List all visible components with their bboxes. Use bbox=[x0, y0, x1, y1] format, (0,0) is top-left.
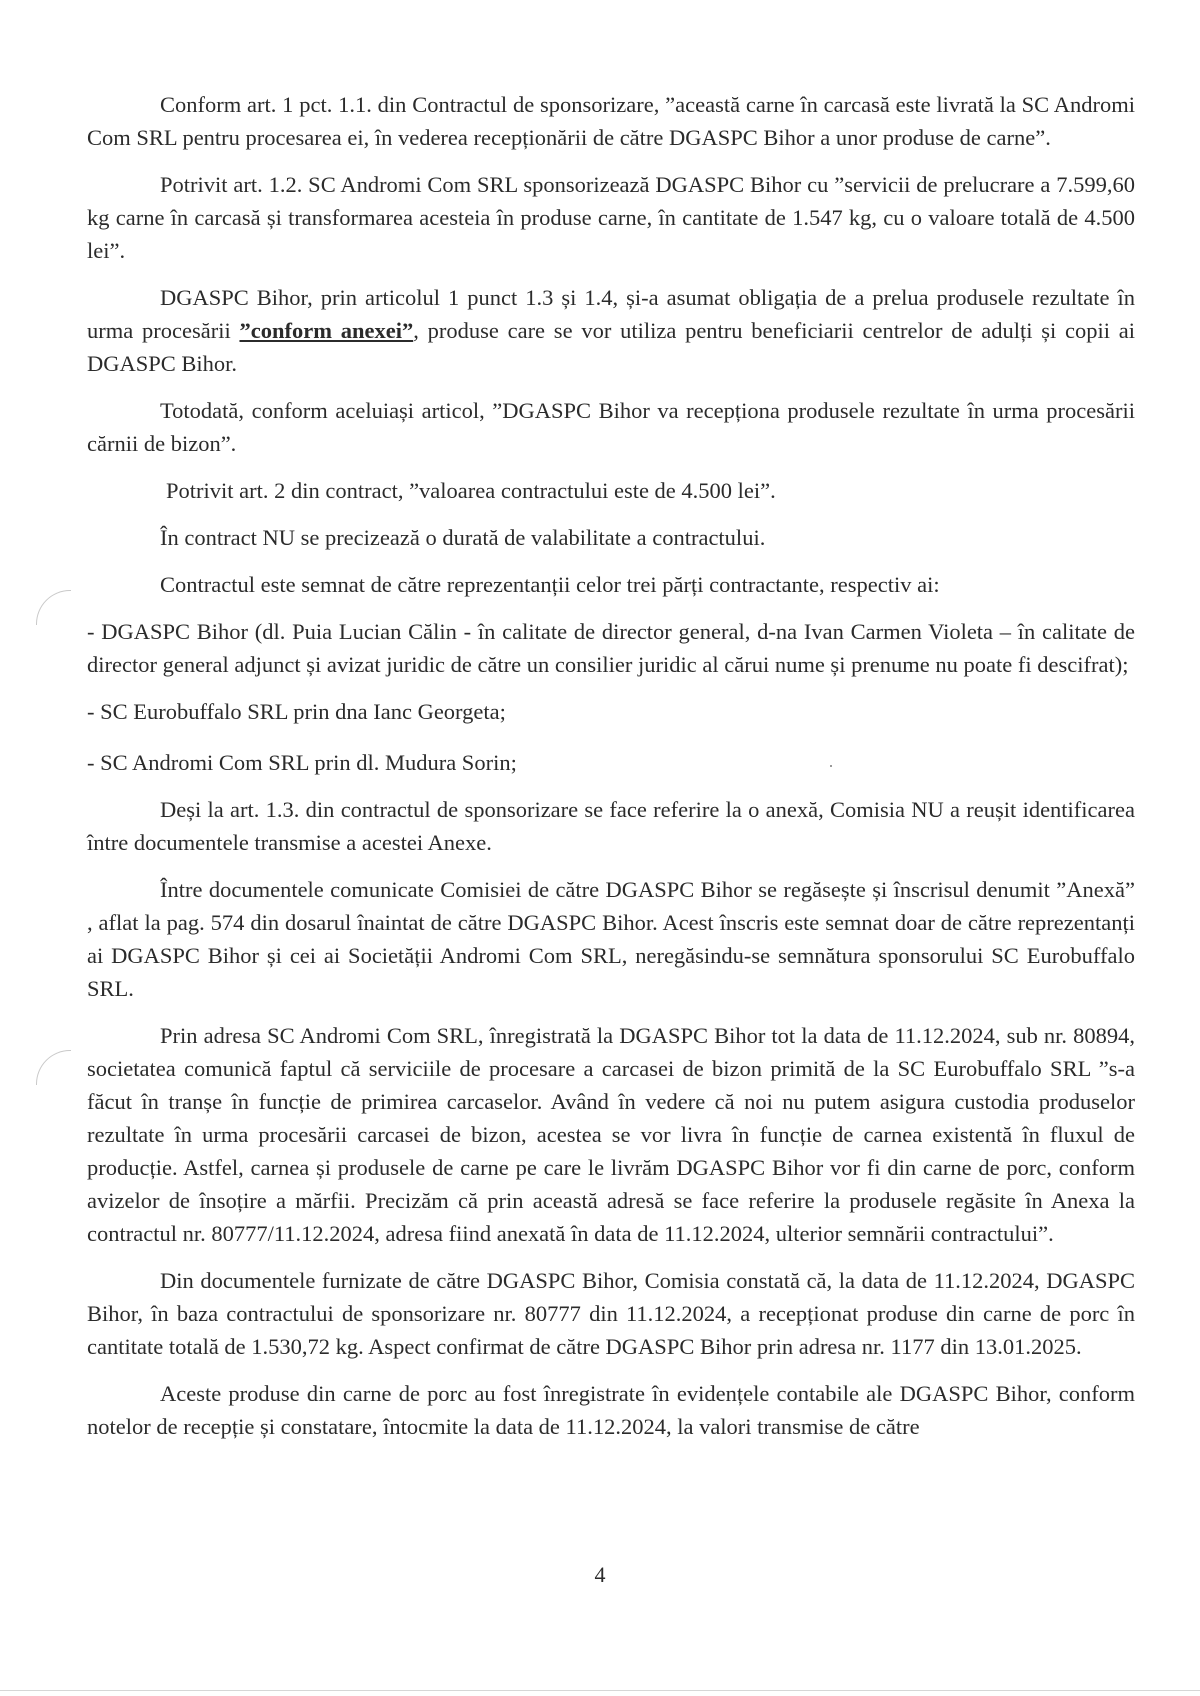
punch-hole-mark-bottom bbox=[36, 1050, 71, 1085]
list-item-andromi: - SC Andromi Com SRL prin dl. Mudura Sorin; bbox=[87, 750, 517, 775]
paragraph-evidente-contabile: Aceste produse din carne de porc au fost înregistrate în evidențele contabile ale DGASPC Bihor, conform notelor de recepție și constatare, întocmite la data de 11.12.2024, la valori transmise de către bbox=[87, 1381, 1135, 1439]
paragraph-art-2-valoare: Potrivit art. 2 din contract, ”valoarea contractului este de 4.500 lei”. bbox=[166, 478, 776, 503]
document-page bbox=[87, 88, 1135, 1457]
page-number: 4 bbox=[594, 1562, 606, 1587]
paragraph-art-1-3-text-end: , produse care se vor utiliza pentru beneficiarii centrelor de adulți și copii ai DGASPC Bihor. bbox=[87, 318, 1135, 376]
paragraph-art-1-2: Potrivit art. 1.2. SC Andromi Com SRL sponsorizează DGASPC Bihor cu ”servicii de prelucrare a 7.599,60 kg carne în carcasă și transformarea acesteia în produse carne, în cantitate de 1.547 kg, cu o valoare totală de 4.500 lei”. bbox=[87, 172, 1135, 263]
paragraph-semnatari-intro: Contractul este semnat de către reprezentanții celor trei părți contractante, respectiv ai: bbox=[160, 572, 940, 597]
paragraph-receptionare-bizon: Totodată, conform aceluiași articol, ”DGASPC Bihor va recepționa produsele rezultate în urma procesării cărnii de bizon”. bbox=[87, 398, 1135, 456]
list-item-eurobuffalo: - SC Eurobuffalo SRL prin dna Ianc Georgeta; bbox=[87, 699, 506, 724]
page-bottom-edge bbox=[0, 1690, 1200, 1691]
punch-hole-mark-top bbox=[36, 590, 71, 625]
paragraph-art-1-3-text-start: DGASPC Bihor, prin articolul 1 punct 1.3 și 1.4, și-a asumat obligația de a prelua produsele rezultate în urma procesării bbox=[87, 285, 1135, 343]
paragraph-anexa-lipsa: Deși la art. 1.3. din contractul de sponsorizare se face referire la o anexă, Comisia NU a reușit identificarea între documentele transmise a acestei Anexe. bbox=[87, 797, 1135, 855]
paragraph-durata-valabilitate: În contract NU se precizează o durată de valabilitate a contractului. bbox=[160, 525, 766, 550]
paragraph-art-1-3-1-4 bbox=[87, 281, 1135, 380]
paragraph-adresa-andromi: Prin adresa SC Andromi Com SRL, înregistrată la DGASPC Bihor tot la data de 11.12.2024, sub nr. 80894, societatea comunică faptul că serviciile de procesare a carcasei de bizon primită de la SC Eurobuffalo SRL ”s-a făcut în tranșe în funcție de primirea carcaselor. Având în vedere că noi nu putem asigura custodia produselor rezultate în urma procesării carcasei de bizon, acestea se vor livra în funcție de carnea existentă în fluxul de producție. Astfel, carnea și produsele de carne pe care le livrăm DGASPC Bihor vor fi din carne de porc, conform avizelor de însoțire a mărfii. Precizăm că prin această adresă se face referire la produsele regăsite în Anexa la contractul nr. 80777/11.12.2024, adresa fiind anexată în data de 11.12.2024, ulterior semnării contractului”. bbox=[87, 1023, 1135, 1246]
list-item-dgaspc-semnatari: - DGASPC Bihor (dl. Puia Lucian Călin - în calitate de director general, d-na Ivan Carmen Violeta – în calitate de director general adjunct și avizat juridic de către un consilier juridic al cărui nume și prenume nu poate fi descifrat); bbox=[87, 619, 1135, 677]
paragraph-inscris-anexa: Între documentele comunicate Comisiei de către DGASPC Bihor se regăsește și înscrisul denumit ”Anexă” , aflat la pag. 574 din dosarul înaintat de către DGASPC Bihor. Acest înscris este semnat doar de către reprezentanți ai DGASPC Bihor și cei ai Societății Andromi Com SRL, neregăsindu-se semnătura sponsorului SC Eurobuffalo SRL. bbox=[87, 877, 1135, 1001]
paragraph-art-1-1: Conform art. 1 pct. 1.1. din Contractul de sponsorizare, ”această carne în carcasă este livrată la SC Andromi Com SRL pentru procesarea ei, în vederea recepționării de către DGASPC Bihor a unor produse de carne”. bbox=[87, 92, 1135, 150]
paragraph-receptie-carne-porc: Din documentele furnizate de către DGASPC Bihor, Comisia constată că, la data de 11.12.2024, DGASPC Bihor, în baza contractului de sponsorizare nr. 80777 din 11.12.2024, a recepționat produse din carne de porc în cantitate totală de 1.530,72 kg. Aspect confirmat de către DGASPC Bihor prin adresa nr. 1177 din 13.01.2025. bbox=[87, 1268, 1135, 1359]
emphasis-conform-anexei: ”conform anexei” bbox=[239, 318, 414, 343]
